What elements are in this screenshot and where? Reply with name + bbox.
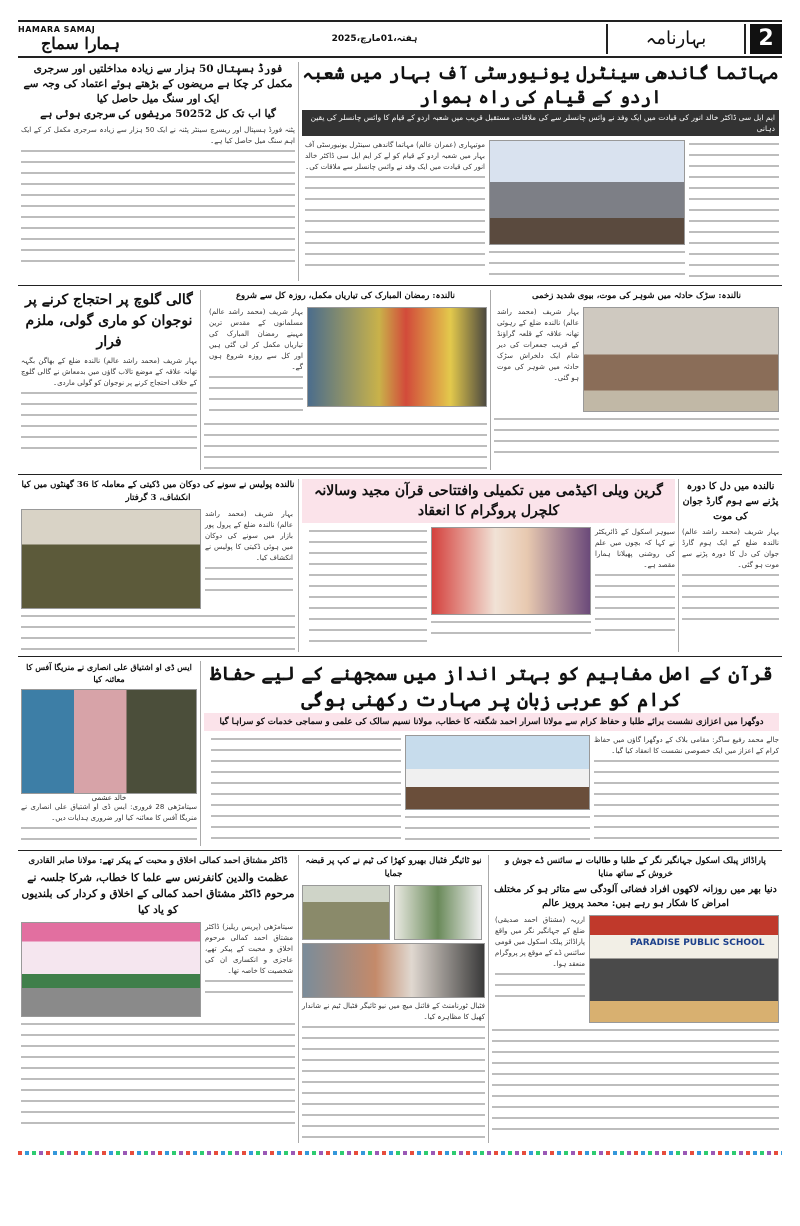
headline: نالندہ میں دل کا دورہ پڑنے سے ہوم گارڈ جوان کی موت [682, 481, 779, 522]
headline: مہاتما گاندھی سینٹرل یونیورسٹی آف بہار میں شعبہ اردو کے قیام کی راہ ہموار [302, 63, 779, 108]
body-text: سیوہر اسکول کے ڈائریکٹر نے کہا کہ بچوں میں علم کی روشنی پھیلانا ہمارا مقصد ہے۔ [595, 528, 675, 569]
body-text: جالے محمد رفیع ساگر: مقامی بلاک کے دوگھرا گاؤں میں حفاظ کرام کے اعزاز میں ایک خصوصی نشست کا انعقاد کیا گیا۔ [594, 736, 779, 755]
kicker: ڈاکٹر مشتاق احمد کمالی اخلاق و محبت کے پیکر تھے: مولانا صابر القادری [28, 856, 288, 866]
article-body [305, 140, 485, 281]
gathering-photo [405, 735, 590, 810]
row-2 [18, 286, 782, 475]
article-mgcu [298, 62, 782, 281]
fruit-market-photo [307, 307, 487, 407]
article-heart-attack [678, 479, 782, 652]
conference-stage-photo [21, 922, 201, 1017]
issue-date: ہفتہ،01مارچ،2025 [331, 34, 418, 44]
article-sdo [18, 661, 200, 846]
article-body-col [689, 140, 779, 281]
subheadline: دوگھرا میں اعزازی نشست برائے طلبا و حفاظ کرام سے مولانا اسرار احمد شگفتہ کا خطاب، مولانا نسیم سالک کی علمی و سماجی خدمات کو سراہا گیا [204, 713, 779, 731]
body-text: بہار شریف (محمد راشد عالم) نالندہ ضلع کے بھاگن بگہہ تھانہ علاقہ کے موضع تالاب گاؤں میں بدمعاش نے گالی گلوچ کے خلاف احتجاج کرنے پر نوجوان کو گولی ماردی۔ [21, 357, 197, 387]
article-police [18, 479, 298, 652]
headline: نیو ٹائیگر فٹبال بھیرو کھڑا کی ٹیم نے کپ پر قبضہ جمایا [305, 856, 482, 879]
article-body [205, 509, 293, 609]
photo-caption: خالد عشمی [91, 794, 127, 802]
body-text: فٹبال ٹورنامنٹ کے فائنل میچ میں نیو ٹائیگر فٹبال ٹیم نے شاندار کھیل کا مظاہرہ کیا۔ [302, 1002, 485, 1021]
headline: پاراڈائز پبلک اسکول جہانگیر نگر کے طلبا و طالبات نے سائنس ڈے جوش و خروش کے ساتھ منایا [505, 856, 766, 879]
inspection-photo [21, 689, 197, 794]
headline: گالی گلوچ پر احتجاج کرنے پر نوجوان کو ماری گولی، ملزم فرار [25, 292, 193, 350]
article-abuse [18, 290, 200, 470]
subheadline: ایم ایل سی ڈاکٹر خالد انور کی قیادت میں ایک وفد نے وائس چانسلر سے کی ملاقات، مستقبل قریب میں شعبہ اردو کے قیام کا وائس چانسلر کی یقین دہانی [302, 110, 779, 136]
logo-urdu: ہمارا سماج [40, 33, 121, 53]
row-4 [18, 657, 782, 851]
logo-english: HAMARA SAMAJ [18, 24, 96, 34]
headline: نالندہ: رمضان المبارک کی تیاریاں مکمل، روزہ کل سے شروع [235, 291, 456, 301]
accident-group-photo [583, 307, 779, 412]
row-1 [18, 58, 782, 286]
article-paradise-school [488, 855, 782, 1143]
subheadline: دنیا بھر میں روزانہ لاکھوں افراد فضائی آلودگی سے متاثر ہو کر مختلف امراض کا شکار ہو رہے ہیں: محمد پرویز عالم [494, 884, 777, 909]
article-quran [200, 661, 782, 846]
row-3 [18, 475, 782, 657]
trophy-crowd-photo [302, 943, 485, 998]
meeting-photo [489, 140, 685, 245]
article-body [302, 1001, 485, 1143]
article-accident [490, 290, 782, 470]
article-football [298, 855, 488, 1143]
headline: ایس ڈی او اشتیاق علی انصاری نے منریگا آفس کا معائنہ کیا [26, 662, 192, 684]
science-day-photo [589, 915, 779, 1023]
article-hospital [18, 62, 298, 281]
headline: فورڈ ہسپتال 50 ہزار سے زیادہ مداخلتیں اور سرجری مکمل کر چکا ہے مریضوں کے بڑھتے ہوئے اعتماد کی وجہ سے ایک اور سنگ میل حاصل کیا [23, 63, 293, 105]
body-text: بہار شریف (محمد راشد عالم) نالندہ ضلع کے رہوئی تھانہ علاقہ کے قلعہ گراؤنڈ کے قریب جمعرات کی دیر شام ایک دلخراش سڑک حادثہ میں شوہر کی موت ہو گئی۔ [497, 308, 579, 382]
article-conference [18, 855, 298, 1143]
masthead [18, 20, 782, 58]
article-body [497, 307, 579, 412]
award-ceremony-photo [431, 527, 591, 615]
headline: قرآن کے اصل مفاہیم کو بہتر انداز میں سمجھنے کے لیے حفاظ کرام کو عربی زبان پر مہارت رکھنی ہوگی [210, 663, 773, 711]
body-text: بہار شریف (محمد راشد عالم) مسلمانوں کے مقدس ترین مہینے رمضان المبارک کی تیاریاں مکمل کر لی گئی ہیں اور کل سے روزہ شروع ہوں گے۔ [209, 308, 303, 371]
article-body [21, 802, 197, 846]
body-text: بہار شریف (محمد راشد عالم) نالندہ ضلع کے ایک ہوم گارڈ جوان کی دل کا دورہ پڑنے سے موت ہو گئی۔ [682, 528, 779, 569]
article-ramadan [200, 290, 490, 470]
guests-photo [394, 885, 482, 940]
page-number: 2 [750, 24, 782, 54]
row-5 [18, 851, 782, 1147]
headline: نالندہ پولیس نے سونے کی دوکان میں ڈکیتی کے معاملہ کا 36 گھنٹوں میں کیا انکشاف، 3 گرفتار [21, 480, 295, 503]
body-text: سیتامڑھی 28 فروری: ایس ڈی او اشتیاق علی انصاری نے منریگا آفس کا معائنہ کیا اور ضروری ہدایات دیں۔ [21, 803, 198, 822]
article-body [205, 922, 293, 1017]
body-text: سیتامڑھی (پریس ریلیز) ڈاکٹر مشتاق احمد کمالی مرحوم اخلاق و محبت کے پیکر تھے، عاجزی و انکساری ان کی شخصیت کا خاصہ تھا۔ [205, 923, 293, 975]
article-green-valley [298, 479, 678, 652]
section-title: بہارنامہ [606, 24, 746, 54]
article-body [21, 125, 295, 267]
headline: گرین ویلی اکیڈمی میں تکمیلی وافتتاحی قرآن مجید وسالانہ کلچرل پروگرام کا انعقاد [302, 479, 675, 523]
article-body [682, 527, 779, 626]
article-body [495, 915, 585, 1023]
footer-color-strip [18, 1151, 782, 1155]
headline: عظمت والدین کانفرنس سے علما کا خطاب، شرکا جلسہ نے مرحوم ڈاکٹر مشتاق احمد کمالی کے اخلاق و کردار کی بلندیوں کو یاد کیا [21, 872, 295, 916]
logo [18, 25, 143, 54]
football-match-photo [302, 885, 390, 940]
school-banner-text: PARADISE PUBLIC SCHOOL [630, 938, 765, 948]
newspaper-page [18, 20, 782, 1155]
article-body [21, 356, 197, 455]
body-text: موتیہاری (عمران عالم) مہاتما گاندھی سینٹرل یونیورسٹی آف بہار میں شعبہ اردو کے قیام کو لے کر ایم ایل سی ڈاکٹر خالد انور کی قیادت میں ایک وفد نے وائس چانسلر سے ملاقات کی۔ [305, 141, 485, 171]
headline-tail: گیا اب تک کل 50252 مریضوں کی سرجری ہوئی ہے [40, 108, 276, 120]
article-body [594, 735, 779, 846]
headline: نالندہ: سڑک حادثہ میں شوہر کی موت، بیوی شدید زخمی [531, 291, 742, 301]
body-text: ارریہ (مشتاق احمد صدیقی) ضلع کے جہانگیر نگر میں واقع پاراڈائز پبلک اسکول میں قومی سائنس ڈے کے موقع پر پروگرام منعقد ہوا۔ [495, 916, 585, 968]
police-arrest-photo [21, 509, 201, 609]
article-body [209, 307, 303, 417]
body-text: پٹنہ فورڈ ہسپتال اور ریسرچ سینٹر پٹنہ نے ایک 50 ہزار سے زیادہ سرجری مکمل کر کے ایک اہم سنگ میل حاصل کیا ہے۔ [21, 126, 295, 145]
article-body [595, 527, 675, 642]
body-text: بہار شریف (محمد راشد عالم) نالندہ ضلع کے پرول پور بازار میں سونے کی دوکان میں ہوئی ڈکیتی کا پولیس نے انکشاف کیا۔ [205, 510, 293, 562]
